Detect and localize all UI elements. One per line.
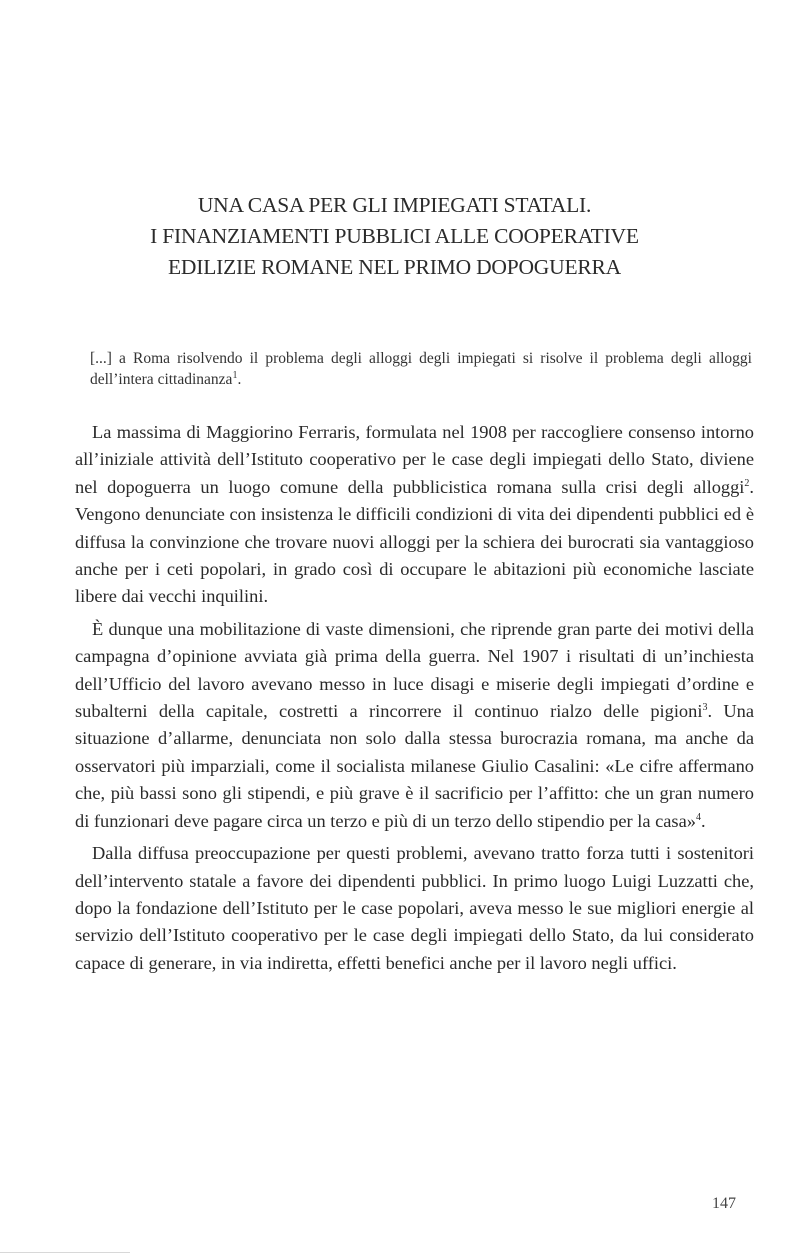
- paragraph-2-text-c: .: [700, 810, 706, 831]
- title-line-2: I FINANZIAMENTI PUBBLICI ALLE COOPERATIVE: [150, 224, 639, 248]
- paragraph-2-text-b: . Una situazione d’allarme, denunciata non solo dalla stessa burocrazia romana, ma anche da osservatori più imparziali, come il socialista milanese Giulio Casalini: «Le cifre affermano che, più bassi sono gli stipendi, e più grave è il sacrificio per l’affitto: che un gran numero di funzionari deve pagare circa un terzo e più di un terzo dello stipendio per la casa»: [75, 701, 754, 831]
- footnote-ref-4: 4: [695, 811, 701, 823]
- epigraph-text: [...] a Roma risolvendo il problema degli alloggi degli impiegati si risolve il problema degli alloggi dell’intera cittadinanza: [90, 350, 752, 388]
- footnote-ref-1: 1: [232, 369, 238, 381]
- paragraph-2-text-a: È dunque una mobilitazione di vaste dimensioni, che riprende gran parte dei motivi della campagna d’opinione avviata già prima della guerra. Nel 1907 i risultati di un’inchiesta dell’Ufficio del lavoro avevano messo in luce disagi e miserie degli impiegati d’ordine e subalterni della capitale, costretti a rincorrere il continuo rialzo delle pigioni: [75, 618, 754, 722]
- paragraph-1-text-b: . Vengono denunciate con insistenza le difficili condizioni di vita dei dipendenti pubblici ed è diffusa la convinzione che trovare nuovi alloggi per la schiera dei burocrati sia vantaggioso anche per i ceti popolari, in grado così di occupare le abitazioni più economiche lasciate libere dai vecchi inquilini.: [75, 476, 754, 607]
- title-line-3: EDILIZIE ROMANE NEL PRIMO DOPOGUERRA: [167, 255, 622, 279]
- footnote-ref-2: 2: [744, 477, 750, 489]
- body-text: [75, 419, 754, 982]
- scan-edge-line: [0, 1252, 130, 1253]
- paragraph-1-text-a: La massima di Maggiorino Ferraris, formulata nel 1908 per raccogliere consenso intorno all’iniziale attività dell’Istituto cooperativo per le case degli impiegati dello Stato, diviene nel dopoguerra un luogo comune della pubblicistica romana sulla crisi degli alloggi: [75, 422, 754, 497]
- epigraph-quote: [90, 348, 752, 390]
- footnote-ref-3: 3: [702, 701, 708, 713]
- paragraph-3: [75, 840, 754, 977]
- title-line-1: UNA CASA PER GLI IMPIEGATI STATALI.: [197, 193, 592, 217]
- epigraph-end: .: [237, 371, 242, 388]
- paragraph-1: [75, 419, 754, 611]
- chapter-title: [60, 190, 729, 283]
- paragraph-2: [75, 616, 754, 835]
- paragraph-3-text: Dalla diffusa preoccupazione per questi problemi, avevano tratto forza tutti i sostenitori dell’intervento statale a favore dei dipendenti pubblici. In primo luogo Luigi Luzzatti che, dopo la fondazione dell’Istituto per le case popolari, aveva messo le sue migliori energie al servizio dell’Istituto cooperativo per le case degli impiegati dello Stato, da lui considerato capace di generare, in via indiretta, effetti benefici anche per il lavoro negli uffici.: [75, 843, 754, 973]
- page-number: 147: [712, 1195, 736, 1212]
